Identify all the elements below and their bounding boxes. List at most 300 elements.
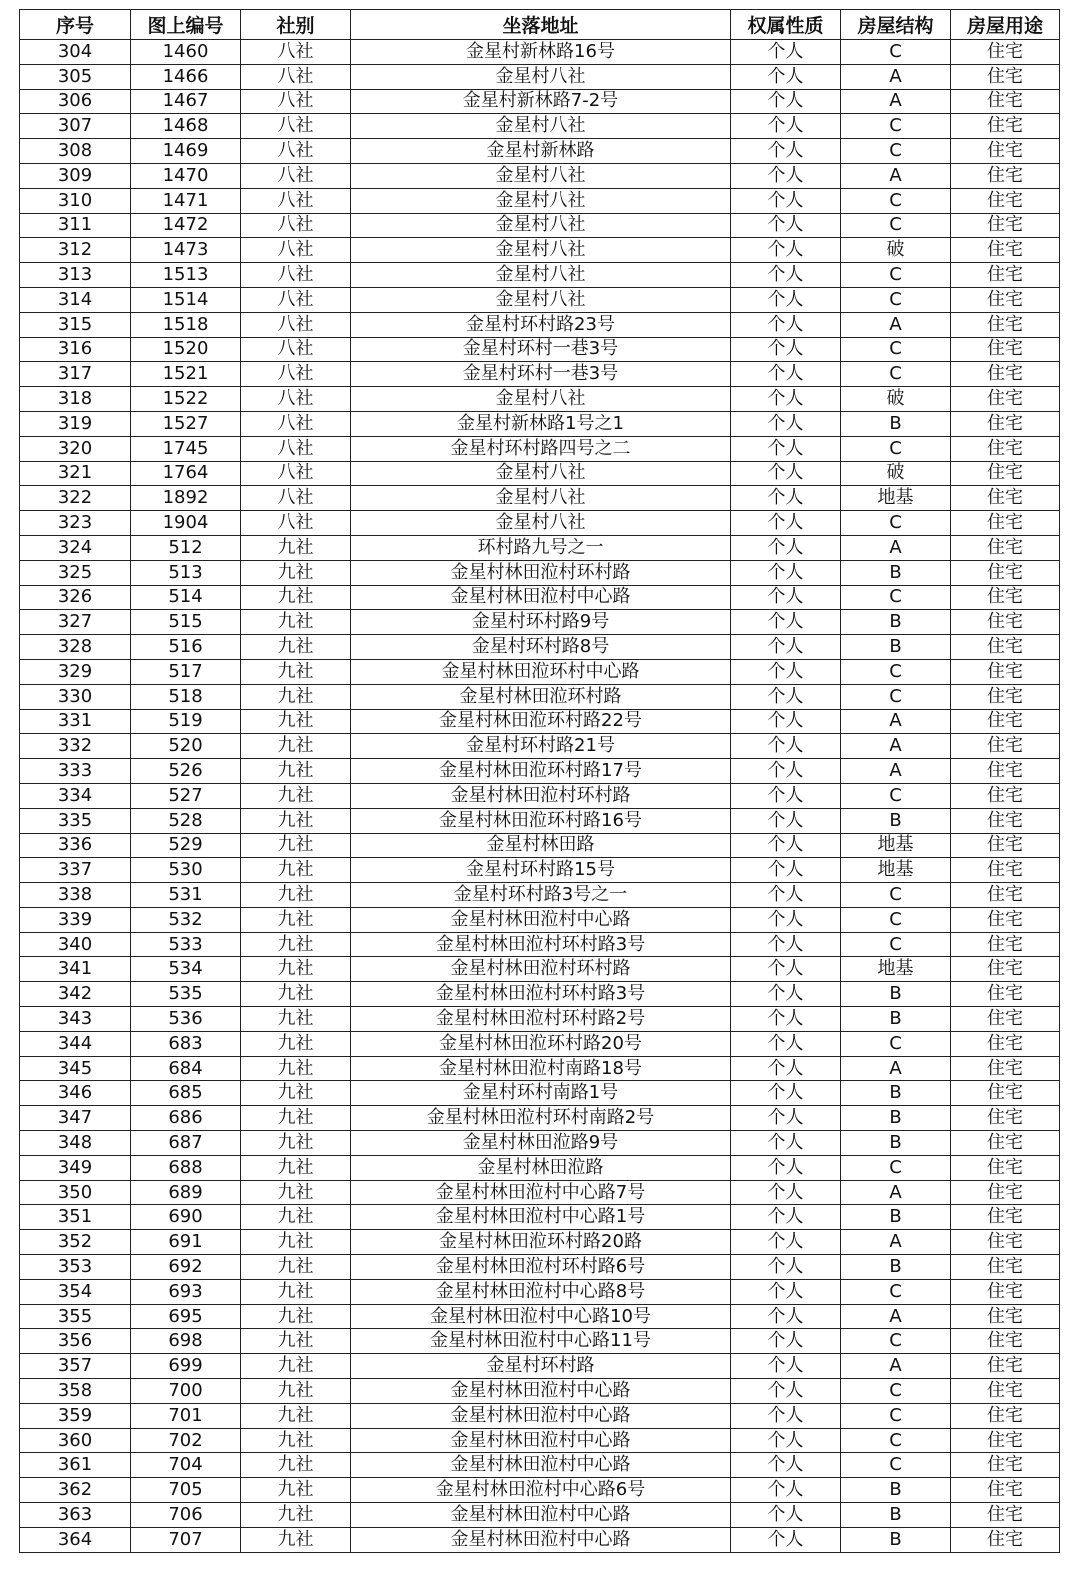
cell-community: 九社 [241, 1354, 351, 1379]
cell-usage: 住宅 [951, 783, 1060, 808]
cell-serial-number: 345 [20, 1056, 131, 1081]
table-row [20, 1478, 1060, 1503]
cell-address: 金星村八社 [351, 461, 731, 486]
cell-community: 九社 [241, 957, 351, 982]
cell-serial-number: 308 [20, 139, 131, 164]
cell-community: 九社 [241, 1527, 351, 1552]
table-row [20, 1131, 1060, 1156]
cell-map-number: 698 [131, 1329, 241, 1354]
cell-structure: C [841, 263, 951, 288]
cell-serial-number: 360 [20, 1428, 131, 1453]
cell-serial-number: 310 [20, 188, 131, 213]
cell-ownership: 个人 [731, 734, 841, 759]
cell-address: 金星村林田涖村环村路 [351, 560, 731, 585]
cell-ownership: 个人 [731, 907, 841, 932]
cell-serial-number: 351 [20, 1205, 131, 1230]
cell-structure: C [841, 337, 951, 362]
cell-usage: 住宅 [951, 263, 1060, 288]
cell-structure: C [841, 1428, 951, 1453]
cell-usage: 住宅 [951, 1527, 1060, 1552]
cell-serial-number: 318 [20, 387, 131, 412]
cell-structure: A [841, 1304, 951, 1329]
cell-address: 金星村环村南路1号 [351, 1081, 731, 1106]
cell-structure: 地基 [841, 957, 951, 982]
cell-structure: 地基 [841, 486, 951, 511]
cell-map-number: 1470 [131, 163, 241, 188]
cell-map-number: 1527 [131, 411, 241, 436]
cell-ownership: 个人 [731, 858, 841, 883]
cell-address: 金星村八社 [351, 163, 731, 188]
table-row [20, 560, 1060, 585]
cell-serial-number: 306 [20, 89, 131, 114]
table-row [20, 436, 1060, 461]
table-row [20, 808, 1060, 833]
table-row [20, 511, 1060, 536]
cell-serial-number: 335 [20, 808, 131, 833]
cell-map-number: 527 [131, 783, 241, 808]
table-row [20, 312, 1060, 337]
cell-map-number: 689 [131, 1180, 241, 1205]
cell-usage: 住宅 [951, 40, 1060, 65]
cell-usage: 住宅 [951, 1205, 1060, 1230]
cell-community: 八社 [241, 213, 351, 238]
cell-serial-number: 355 [20, 1304, 131, 1329]
cell-address: 金星村环村一巷3号 [351, 362, 731, 387]
cell-serial-number: 340 [20, 932, 131, 957]
cell-usage: 住宅 [951, 932, 1060, 957]
cell-serial-number: 326 [20, 585, 131, 610]
cell-community: 八社 [241, 486, 351, 511]
cell-address: 金星村林田涖村中心路1号 [351, 1205, 731, 1230]
cell-usage: 住宅 [951, 759, 1060, 784]
table-row [20, 1428, 1060, 1453]
cell-serial-number: 359 [20, 1403, 131, 1428]
cell-address: 金星村林田涖村环村路6号 [351, 1255, 731, 1280]
cell-structure: C [841, 1279, 951, 1304]
cell-ownership: 个人 [731, 1007, 841, 1032]
cell-address: 金星村环村路9号 [351, 610, 731, 635]
cell-structure: B [841, 1106, 951, 1131]
cell-serial-number: 332 [20, 734, 131, 759]
table-row [20, 337, 1060, 362]
cell-serial-number: 307 [20, 114, 131, 139]
cell-serial-number: 331 [20, 709, 131, 734]
table-row [20, 1007, 1060, 1032]
table-row [20, 684, 1060, 709]
cell-ownership: 个人 [731, 932, 841, 957]
cell-community: 八社 [241, 461, 351, 486]
table-row [20, 1155, 1060, 1180]
table-row [20, 1180, 1060, 1205]
cell-structure: C [841, 213, 951, 238]
cell-usage: 住宅 [951, 982, 1060, 1007]
cell-serial-number: 325 [20, 560, 131, 585]
cell-ownership: 个人 [731, 114, 841, 139]
cell-ownership: 个人 [731, 535, 841, 560]
cell-usage: 住宅 [951, 808, 1060, 833]
cell-ownership: 个人 [731, 1106, 841, 1131]
cell-map-number: 691 [131, 1230, 241, 1255]
cell-map-number: 1904 [131, 511, 241, 536]
cell-usage: 住宅 [951, 486, 1060, 511]
cell-serial-number: 333 [20, 759, 131, 784]
cell-usage: 住宅 [951, 1403, 1060, 1428]
cell-address: 金星村八社 [351, 263, 731, 288]
cell-structure: 地基 [841, 833, 951, 858]
cell-structure: A [841, 64, 951, 89]
cell-community: 九社 [241, 1230, 351, 1255]
cell-serial-number: 317 [20, 362, 131, 387]
cell-map-number: 701 [131, 1403, 241, 1428]
cell-ownership: 个人 [731, 362, 841, 387]
cell-map-number: 520 [131, 734, 241, 759]
table-row [20, 907, 1060, 932]
cell-ownership: 个人 [731, 263, 841, 288]
cell-address: 金星村环村路21号 [351, 734, 731, 759]
cell-ownership: 个人 [731, 89, 841, 114]
cell-address: 金星村新林路 [351, 139, 731, 164]
cell-ownership: 个人 [731, 1527, 841, 1552]
table-row [20, 263, 1060, 288]
cell-map-number: 707 [131, 1527, 241, 1552]
cell-serial-number: 330 [20, 684, 131, 709]
cell-community: 八社 [241, 238, 351, 263]
cell-serial-number: 319 [20, 411, 131, 436]
cell-serial-number: 353 [20, 1255, 131, 1280]
cell-address: 环村路九号之一 [351, 535, 731, 560]
cell-address: 金星村林田路 [351, 833, 731, 858]
cell-usage: 住宅 [951, 114, 1060, 139]
table-row [20, 932, 1060, 957]
cell-address: 金星村新林路16号 [351, 40, 731, 65]
cell-community: 九社 [241, 1478, 351, 1503]
cell-ownership: 个人 [731, 1503, 841, 1528]
cell-ownership: 个人 [731, 1478, 841, 1503]
cell-usage: 住宅 [951, 312, 1060, 337]
header-ownership: 权属性质 [731, 10, 841, 40]
cell-address: 金星村林田涖环村中心路 [351, 659, 731, 684]
cell-ownership: 个人 [731, 163, 841, 188]
cell-address: 金星村八社 [351, 511, 731, 536]
cell-serial-number: 352 [20, 1230, 131, 1255]
cell-usage: 住宅 [951, 461, 1060, 486]
cell-address: 金星村八社 [351, 213, 731, 238]
cell-serial-number: 336 [20, 833, 131, 858]
cell-serial-number: 304 [20, 40, 131, 65]
table-row [20, 883, 1060, 908]
header-map-number: 图上编号 [131, 10, 241, 40]
cell-map-number: 534 [131, 957, 241, 982]
header-community: 社别 [241, 10, 351, 40]
cell-ownership: 个人 [731, 585, 841, 610]
cell-map-number: 1473 [131, 238, 241, 263]
cell-community: 八社 [241, 511, 351, 536]
cell-usage: 住宅 [951, 957, 1060, 982]
cell-usage: 住宅 [951, 1379, 1060, 1404]
cell-structure: C [841, 684, 951, 709]
cell-ownership: 个人 [731, 312, 841, 337]
cell-usage: 住宅 [951, 1155, 1060, 1180]
table-row [20, 1106, 1060, 1131]
cell-serial-number: 312 [20, 238, 131, 263]
cell-structure: C [841, 1403, 951, 1428]
cell-usage: 住宅 [951, 1007, 1060, 1032]
cell-serial-number: 339 [20, 907, 131, 932]
cell-address: 金星村林田涖村中心路 [351, 1379, 731, 1404]
cell-serial-number: 338 [20, 883, 131, 908]
cell-address: 金星村新林路1号之1 [351, 411, 731, 436]
header-address: 坐落地址 [351, 10, 731, 40]
cell-usage: 住宅 [951, 163, 1060, 188]
cell-community: 九社 [241, 585, 351, 610]
table-row [20, 734, 1060, 759]
cell-address: 金星村林田涖村环村路3号 [351, 932, 731, 957]
cell-ownership: 个人 [731, 411, 841, 436]
cell-ownership: 个人 [731, 1329, 841, 1354]
cell-community: 九社 [241, 907, 351, 932]
table-row [20, 486, 1060, 511]
cell-usage: 住宅 [951, 238, 1060, 263]
cell-serial-number: 358 [20, 1379, 131, 1404]
cell-usage: 住宅 [951, 560, 1060, 585]
cell-structure: A [841, 1230, 951, 1255]
cell-serial-number: 346 [20, 1081, 131, 1106]
cell-ownership: 个人 [731, 1279, 841, 1304]
header-structure: 房屋结构 [841, 10, 951, 40]
cell-structure: B [841, 808, 951, 833]
cell-map-number: 704 [131, 1453, 241, 1478]
cell-serial-number: 320 [20, 436, 131, 461]
cell-usage: 住宅 [951, 883, 1060, 908]
cell-address: 金星村八社 [351, 238, 731, 263]
cell-ownership: 个人 [731, 1131, 841, 1156]
cell-ownership: 个人 [731, 957, 841, 982]
cell-usage: 住宅 [951, 858, 1060, 883]
cell-community: 八社 [241, 362, 351, 387]
cell-address: 金星村林田涖村中心路6号 [351, 1478, 731, 1503]
cell-community: 九社 [241, 684, 351, 709]
cell-map-number: 1764 [131, 461, 241, 486]
table-header [20, 10, 1060, 40]
cell-usage: 住宅 [951, 1453, 1060, 1478]
cell-ownership: 个人 [731, 709, 841, 734]
cell-usage: 住宅 [951, 734, 1060, 759]
cell-serial-number: 328 [20, 635, 131, 660]
cell-usage: 住宅 [951, 585, 1060, 610]
table-row [20, 1527, 1060, 1552]
table-row [20, 89, 1060, 114]
cell-address: 金星村林田涖村中心路 [351, 1453, 731, 1478]
cell-map-number: 705 [131, 1478, 241, 1503]
cell-structure: A [841, 759, 951, 784]
cell-structure: C [841, 907, 951, 932]
cell-map-number: 515 [131, 610, 241, 635]
cell-serial-number: 357 [20, 1354, 131, 1379]
cell-community: 九社 [241, 734, 351, 759]
cell-community: 九社 [241, 635, 351, 660]
cell-serial-number: 316 [20, 337, 131, 362]
table-row [20, 585, 1060, 610]
cell-structure: C [841, 40, 951, 65]
cell-ownership: 个人 [731, 1428, 841, 1453]
table-row [20, 535, 1060, 560]
cell-ownership: 个人 [731, 1056, 841, 1081]
cell-map-number: 692 [131, 1255, 241, 1280]
cell-map-number: 536 [131, 1007, 241, 1032]
cell-usage: 住宅 [951, 1180, 1060, 1205]
cell-map-number: 1469 [131, 139, 241, 164]
cell-structure: B [841, 1007, 951, 1032]
cell-usage: 住宅 [951, 89, 1060, 114]
cell-usage: 住宅 [951, 337, 1060, 362]
cell-community: 九社 [241, 1304, 351, 1329]
cell-address: 金星村林田涖环村路20号 [351, 1031, 731, 1056]
cell-ownership: 个人 [731, 1205, 841, 1230]
cell-map-number: 683 [131, 1031, 241, 1056]
cell-map-number: 1745 [131, 436, 241, 461]
cell-community: 九社 [241, 1131, 351, 1156]
cell-ownership: 个人 [731, 1230, 841, 1255]
cell-serial-number: 323 [20, 511, 131, 536]
cell-usage: 住宅 [951, 1503, 1060, 1528]
cell-address: 金星村环村路 [351, 1354, 731, 1379]
cell-map-number: 526 [131, 759, 241, 784]
cell-serial-number: 309 [20, 163, 131, 188]
table-row [20, 858, 1060, 883]
cell-ownership: 个人 [731, 982, 841, 1007]
cell-serial-number: 321 [20, 461, 131, 486]
cell-address: 金星村林田涖村中心路 [351, 1403, 731, 1428]
cell-community: 八社 [241, 312, 351, 337]
cell-map-number: 517 [131, 659, 241, 684]
cell-ownership: 个人 [731, 659, 841, 684]
cell-structure: B [841, 1081, 951, 1106]
cell-map-number: 1471 [131, 188, 241, 213]
table-row [20, 1230, 1060, 1255]
cell-community: 九社 [241, 759, 351, 784]
cell-address: 金星村八社 [351, 64, 731, 89]
cell-ownership: 个人 [731, 1081, 841, 1106]
cell-structure: B [841, 610, 951, 635]
cell-serial-number: 356 [20, 1329, 131, 1354]
cell-address: 金星村八社 [351, 486, 731, 511]
cell-structure: 地基 [841, 858, 951, 883]
cell-map-number: 1892 [131, 486, 241, 511]
cell-community: 九社 [241, 883, 351, 908]
table-row [20, 1354, 1060, 1379]
table-row [20, 1453, 1060, 1478]
cell-community: 九社 [241, 783, 351, 808]
cell-serial-number: 314 [20, 287, 131, 312]
table-row [20, 659, 1060, 684]
cell-usage: 住宅 [951, 610, 1060, 635]
cell-serial-number: 354 [20, 1279, 131, 1304]
cell-ownership: 个人 [731, 560, 841, 585]
cell-usage: 住宅 [951, 436, 1060, 461]
table-row [20, 40, 1060, 65]
cell-community: 八社 [241, 436, 351, 461]
cell-usage: 住宅 [951, 387, 1060, 412]
cell-ownership: 个人 [731, 387, 841, 412]
cell-usage: 住宅 [951, 411, 1060, 436]
cell-structure: C [841, 436, 951, 461]
cell-address: 金星村林田涖村环村路3号 [351, 982, 731, 1007]
cell-address: 金星村八社 [351, 287, 731, 312]
cell-ownership: 个人 [731, 808, 841, 833]
cell-usage: 住宅 [951, 907, 1060, 932]
table-row [20, 213, 1060, 238]
cell-usage: 住宅 [951, 1255, 1060, 1280]
cell-community: 八社 [241, 263, 351, 288]
cell-address: 金星村林田涖村中心路7号 [351, 1180, 731, 1205]
cell-usage: 住宅 [951, 1106, 1060, 1131]
cell-map-number: 1466 [131, 64, 241, 89]
cell-community: 九社 [241, 560, 351, 585]
cell-community: 九社 [241, 982, 351, 1007]
cell-ownership: 个人 [731, 759, 841, 784]
cell-ownership: 个人 [731, 1403, 841, 1428]
cell-address: 金星村林田涖环村路17号 [351, 759, 731, 784]
cell-structure: 破 [841, 238, 951, 263]
header-usage: 房屋用途 [951, 10, 1060, 40]
cell-address: 金星村八社 [351, 114, 731, 139]
cell-structure: C [841, 511, 951, 536]
cell-usage: 住宅 [951, 1428, 1060, 1453]
cell-map-number: 695 [131, 1304, 241, 1329]
cell-structure: A [841, 1180, 951, 1205]
cell-structure: 破 [841, 461, 951, 486]
cell-usage: 住宅 [951, 1329, 1060, 1354]
cell-map-number: 518 [131, 684, 241, 709]
cell-community: 九社 [241, 1180, 351, 1205]
cell-ownership: 个人 [731, 635, 841, 660]
table-row [20, 114, 1060, 139]
cell-structure: C [841, 362, 951, 387]
cell-map-number: 533 [131, 932, 241, 957]
cell-address: 金星村环村一巷3号 [351, 337, 731, 362]
cell-ownership: 个人 [731, 486, 841, 511]
cell-address: 金星村林田涖村环村路 [351, 783, 731, 808]
table-row [20, 64, 1060, 89]
cell-serial-number: 311 [20, 213, 131, 238]
cell-usage: 住宅 [951, 635, 1060, 660]
cell-community: 九社 [241, 1007, 351, 1032]
cell-serial-number: 324 [20, 535, 131, 560]
cell-ownership: 个人 [731, 337, 841, 362]
cell-serial-number: 322 [20, 486, 131, 511]
cell-address: 金星村林田涖村环村路 [351, 957, 731, 982]
table-row [20, 411, 1060, 436]
cell-serial-number: 327 [20, 610, 131, 635]
cell-map-number: 693 [131, 1279, 241, 1304]
cell-ownership: 个人 [731, 436, 841, 461]
cell-usage: 住宅 [951, 362, 1060, 387]
cell-community: 九社 [241, 1056, 351, 1081]
cell-community: 八社 [241, 114, 351, 139]
cell-address: 金星村林田涖环村路20路 [351, 1230, 731, 1255]
cell-structure: B [841, 1255, 951, 1280]
cell-structure: B [841, 1205, 951, 1230]
table-row [20, 287, 1060, 312]
cell-community: 九社 [241, 1279, 351, 1304]
cell-serial-number: 348 [20, 1131, 131, 1156]
cell-community: 九社 [241, 1031, 351, 1056]
table-row [20, 635, 1060, 660]
cell-structure: A [841, 1354, 951, 1379]
cell-address: 金星村环村路15号 [351, 858, 731, 883]
table-row [20, 387, 1060, 412]
cell-community: 八社 [241, 387, 351, 412]
